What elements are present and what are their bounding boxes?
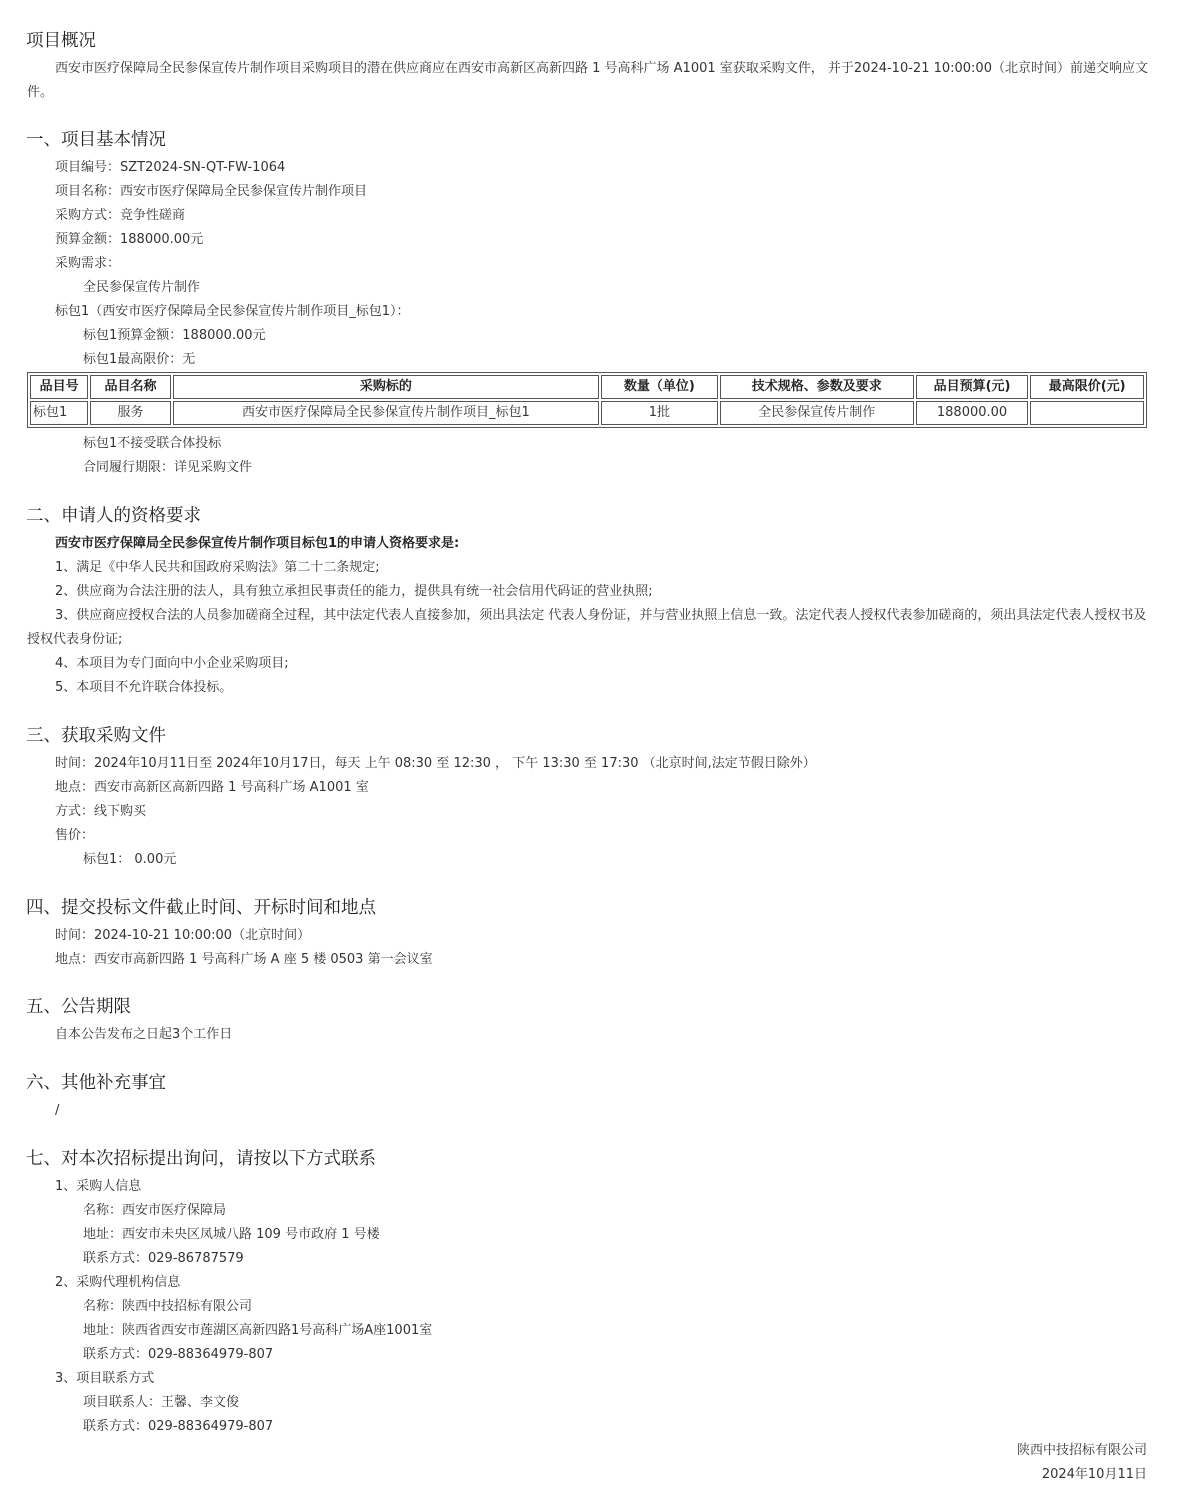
project-contact-person: 项目联系人：王馨、李文俊 (83, 1395, 240, 1410)
cell-spec: 全民参保宣传片制作 (720, 401, 914, 425)
price-label: 售价： (55, 828, 95, 843)
items-table (27, 372, 1147, 428)
section-5-title: 五、公告期限 (26, 997, 131, 1017)
header-item-no: 品目号 (30, 375, 88, 399)
section-2-title: 二、申请人的资格要求 (26, 506, 201, 526)
deadline-place: 地点：西安市高新四路 1 号高科广场 A 座 5 楼 0503 第一会议室 (55, 952, 433, 967)
other-matters: / (55, 1103, 60, 1118)
overview-text: 西安市医疗保障局全民参保宣传片制作项目采购项目的潜在供应商应在西安市高新区高新四路 1 号高科广场 A1001 室获取采购文件， 并于2024-10-21 10:00:00（北京时间）前递交响应文件。 (27, 61, 1148, 100)
qualification-item-3: 3、供应商应授权合法的人员参加磋商全过程，其中法定代表人直接参加，须出具法定 代表人身份证，并与营业执照上信息一致。法定代表人授权代表参加磋商的，须出具法定代表人授权书及授权代表身份证; (27, 608, 1147, 647)
contract-period: 合同履行期限：详见采购文件 (83, 460, 253, 475)
qualification-lead: 西安市医疗保障局全民参保宣传片制作项目标包1的申请人资格要求是: (55, 536, 460, 551)
procurement-method: 采购方式：竞争性磋商 (55, 208, 186, 223)
buyer-name: 名称：西安市医疗保障局 (83, 1203, 227, 1218)
cell-quantity: 1批 (601, 401, 718, 425)
document-time: 时间：2024年10月11日至 2024年10月17日，每天 上午 08:30 至 12:30 ， 下午 13:30 至 17:30 （北京时间,法定节假日除外） (55, 756, 816, 771)
buyer-address: 地址：西安市未央区凤城八路 109 号市政府 1 号楼 (83, 1227, 380, 1242)
cell-max-price (1030, 401, 1144, 425)
qualification-item-5: 5、本项目不允许联合体投标。 (55, 680, 233, 695)
agent-heading: 2、采购代理机构信息 (55, 1275, 181, 1290)
notice-period: 自本公告发布之日起3个工作日 (55, 1027, 233, 1042)
section-7-title: 七、对本次招标提出询问，请按以下方式联系 (26, 1149, 376, 1169)
agent-contact: 联系方式：029-88364979-807 (83, 1347, 274, 1362)
qualification-item-4: 4、本项目为专门面向中小企业采购项目; (55, 656, 289, 671)
lot-max-price: 标包1最高限价：无 (83, 352, 196, 367)
header-subject: 采购标的 (173, 375, 599, 399)
qualification-item-2: 2、供应商为合法注册的法人，具有独立承担民事责任的能力，提供具有统一社会信用代码证的营业执照; (55, 584, 653, 599)
header-quantity: 数量（单位) (601, 375, 718, 399)
table-row (30, 401, 1144, 425)
table-header-row (30, 375, 1144, 399)
signature-date: 2024年10月11日 (1041, 1467, 1147, 1482)
cell-item-no: 标包1 (30, 401, 88, 425)
project-number: 项目编号：SZT2024-SN-QT-FW-1064 (55, 160, 286, 175)
cell-item-name: 服务 (90, 401, 170, 425)
header-spec: 技术规格、参数及要求 (720, 375, 914, 399)
header-item-name: 品目名称 (90, 375, 170, 399)
header-max-price: 最高限价(元) (1030, 375, 1144, 399)
deadline-time: 时间：2024-10-21 10:00:00（北京时间） (55, 928, 311, 943)
section-1-title: 一、项目基本情况 (26, 130, 166, 150)
project-contact-heading: 3、项目联系方式 (55, 1371, 155, 1386)
document-mode: 方式：线下购买 (55, 804, 147, 819)
agent-address: 地址：陕西省西安市莲湖区高新四路1号高科广场A座1001室 (83, 1323, 433, 1338)
signature-org: 陕西中技招标有限公司 (1016, 1443, 1147, 1458)
section-4-title: 四、提交投标文件截止时间、开标时间和地点 (26, 898, 376, 918)
cell-subject: 西安市医疗保障局全民参保宣传片制作项目_标包1 (173, 401, 599, 425)
qualification-item-1: 1、满足《中华人民共和国政府采购法》第二十二条规定; (55, 560, 380, 575)
section-3-title: 三、获取采购文件 (26, 726, 166, 746)
no-joint-bid: 标包1不接受联合体投标 (83, 436, 222, 451)
project-contact-phone: 联系方式：029-88364979-807 (83, 1419, 274, 1434)
cell-item-budget: 188000.00 (916, 401, 1029, 425)
lot-title: 标包1（西安市医疗保障局全民参保宣传片制作项目_标包1）： (55, 304, 410, 319)
buyer-heading: 1、采购人信息 (55, 1179, 142, 1194)
overview-title: 项目概况 (26, 31, 96, 51)
agent-name: 名称：陕西中技招标有限公司 (83, 1299, 253, 1314)
project-name: 项目名称：西安市医疗保障局全民参保宣传片制作项目 (55, 184, 368, 199)
lot-budget: 标包1预算金额：188000.00元 (83, 328, 266, 343)
header-item-budget: 品目预算(元) (916, 375, 1029, 399)
buyer-contact: 联系方式：029-86787579 (83, 1251, 244, 1266)
demand-label: 采购需求： (55, 256, 121, 271)
budget-amount: 预算金额：188000.00元 (55, 232, 204, 247)
demand-item: 全民参保宣传片制作 (83, 280, 201, 295)
document-place: 地点：西安市高新区高新四路 1 号高科广场 A1001 室 (55, 780, 369, 795)
price-lot: 标包1： 0.00元 (83, 852, 177, 867)
section-6-title: 六、其他补充事宜 (26, 1073, 166, 1093)
